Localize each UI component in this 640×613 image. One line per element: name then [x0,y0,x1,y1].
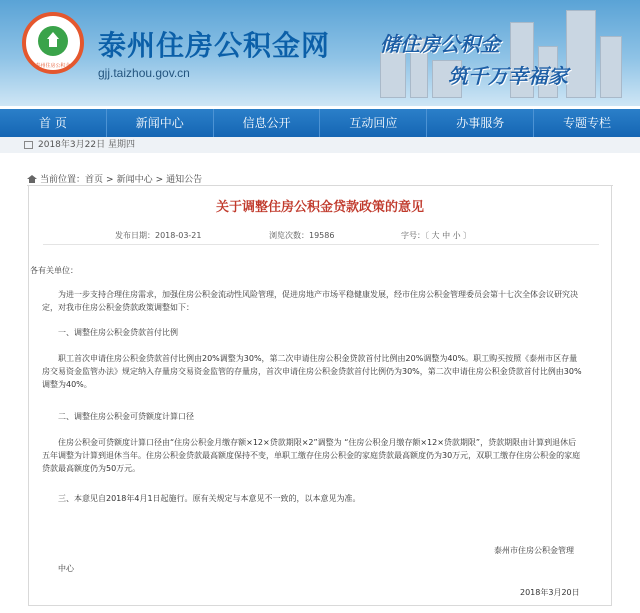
publish-date: 发布日期：2018-03-21 [115,231,202,240]
logo-ring-text: 泰州住房公积金 [35,63,71,69]
signature-line-1: 泰州市住房公积金管理 [494,546,574,555]
house-icon [47,32,59,39]
section-heading: 一、调整住房公积金贷款首付比例 [58,328,178,337]
slogan-line-1: 储住房公积金 [380,32,500,56]
current-date: 2018年3月22日 星期四 [38,140,135,150]
font-size-selector[interactable]: 字号：〔 大 中 小 〕 [401,231,472,240]
date-bar [0,137,640,153]
nav-services[interactable]: 办事服务 [427,109,534,137]
signature-date: 2018年3月20日 [520,588,580,597]
view-count: 浏览次数：19586 [269,231,335,240]
breadcrumb-notices[interactable]: 通知公告 [166,175,203,185]
article-title: 关于调整住房公积金贷款政策的意见 [215,200,424,215]
article-paragraph: 职工首次申请住房公积金贷款首付比例由20%调整为30%，第二次申请住房公积金贷款首付比例由20%调整为40%。职工购买按照《泰州市区存量房交易资金监管办法》规定纳入存量房交易资金监管的存量房，首次申请住房公积金贷款首付比例仍为30%，第二次申请住房公积金贷款首付比例由30%调整为40%。 [42,354,582,389]
nav-info-disclosure[interactable]: 信息公开 [214,109,321,137]
article-paragraph: 住房公积金可贷额度计算口径由“住房公积金月缴存额×12×贷款期限×2”调整为 “住房公积金月缴存额×12×贷款期限”，贷款期限由计算到退休后五年调整为计算到退休当年。住房公积金贷款最高额度保持不变，单职工缴存住房公积金的家庭贷款最高额度仍为30万元，双职工缴存住房公积金的家庭贷款最高额度仍为50万元。 [42,438,581,473]
section-heading: 二、调整住房公积金可贷额度计算口径 [58,412,194,421]
nav-interaction[interactable]: 互动回应 [320,109,427,137]
breadcrumb-home[interactable]: 首页 [85,175,104,185]
nav-topics[interactable]: 专题专栏 [563,116,612,130]
article-panel [28,186,612,606]
site-logo[interactable] [22,12,84,74]
calendar-icon [24,141,33,149]
site-url: gjj.taizhou.gov.cn [98,66,190,80]
signature-line-2: 中心 [58,564,74,573]
article-paragraph: 为进一步支持合理住房需求，加强住房公积金流动性风险管理，促进房地产市场平稳健康发展，经市住房公积金管理委员会第十七次全体会议研究决定，对我市住房公积金贷款政策调整如下： [42,290,578,312]
main-nav [0,109,640,137]
breadcrumb-separator: > [155,175,164,185]
breadcrumb-separator: > [106,175,114,185]
breadcrumb [27,172,202,185]
nav-news-center[interactable]: 新闻中心 [107,109,214,137]
section-heading: 三、本意见自2018年4月1日起施行。原有关规定与本意见不一致的，以本意见为准。 [58,494,361,503]
site-header [0,0,640,106]
divider [43,244,599,245]
site-title[interactable]: 泰州住房公积金网 [98,29,331,62]
slogan-line-2: 筑千万幸福家 [448,64,568,88]
nav-home[interactable]: 首 页 [0,109,107,137]
breadcrumb-prefix: 当前位置： [40,175,86,185]
breadcrumb-news[interactable]: 新闻中心 [116,175,153,185]
home-icon [27,175,36,183]
article-salutation: 各有关单位： [30,266,78,275]
